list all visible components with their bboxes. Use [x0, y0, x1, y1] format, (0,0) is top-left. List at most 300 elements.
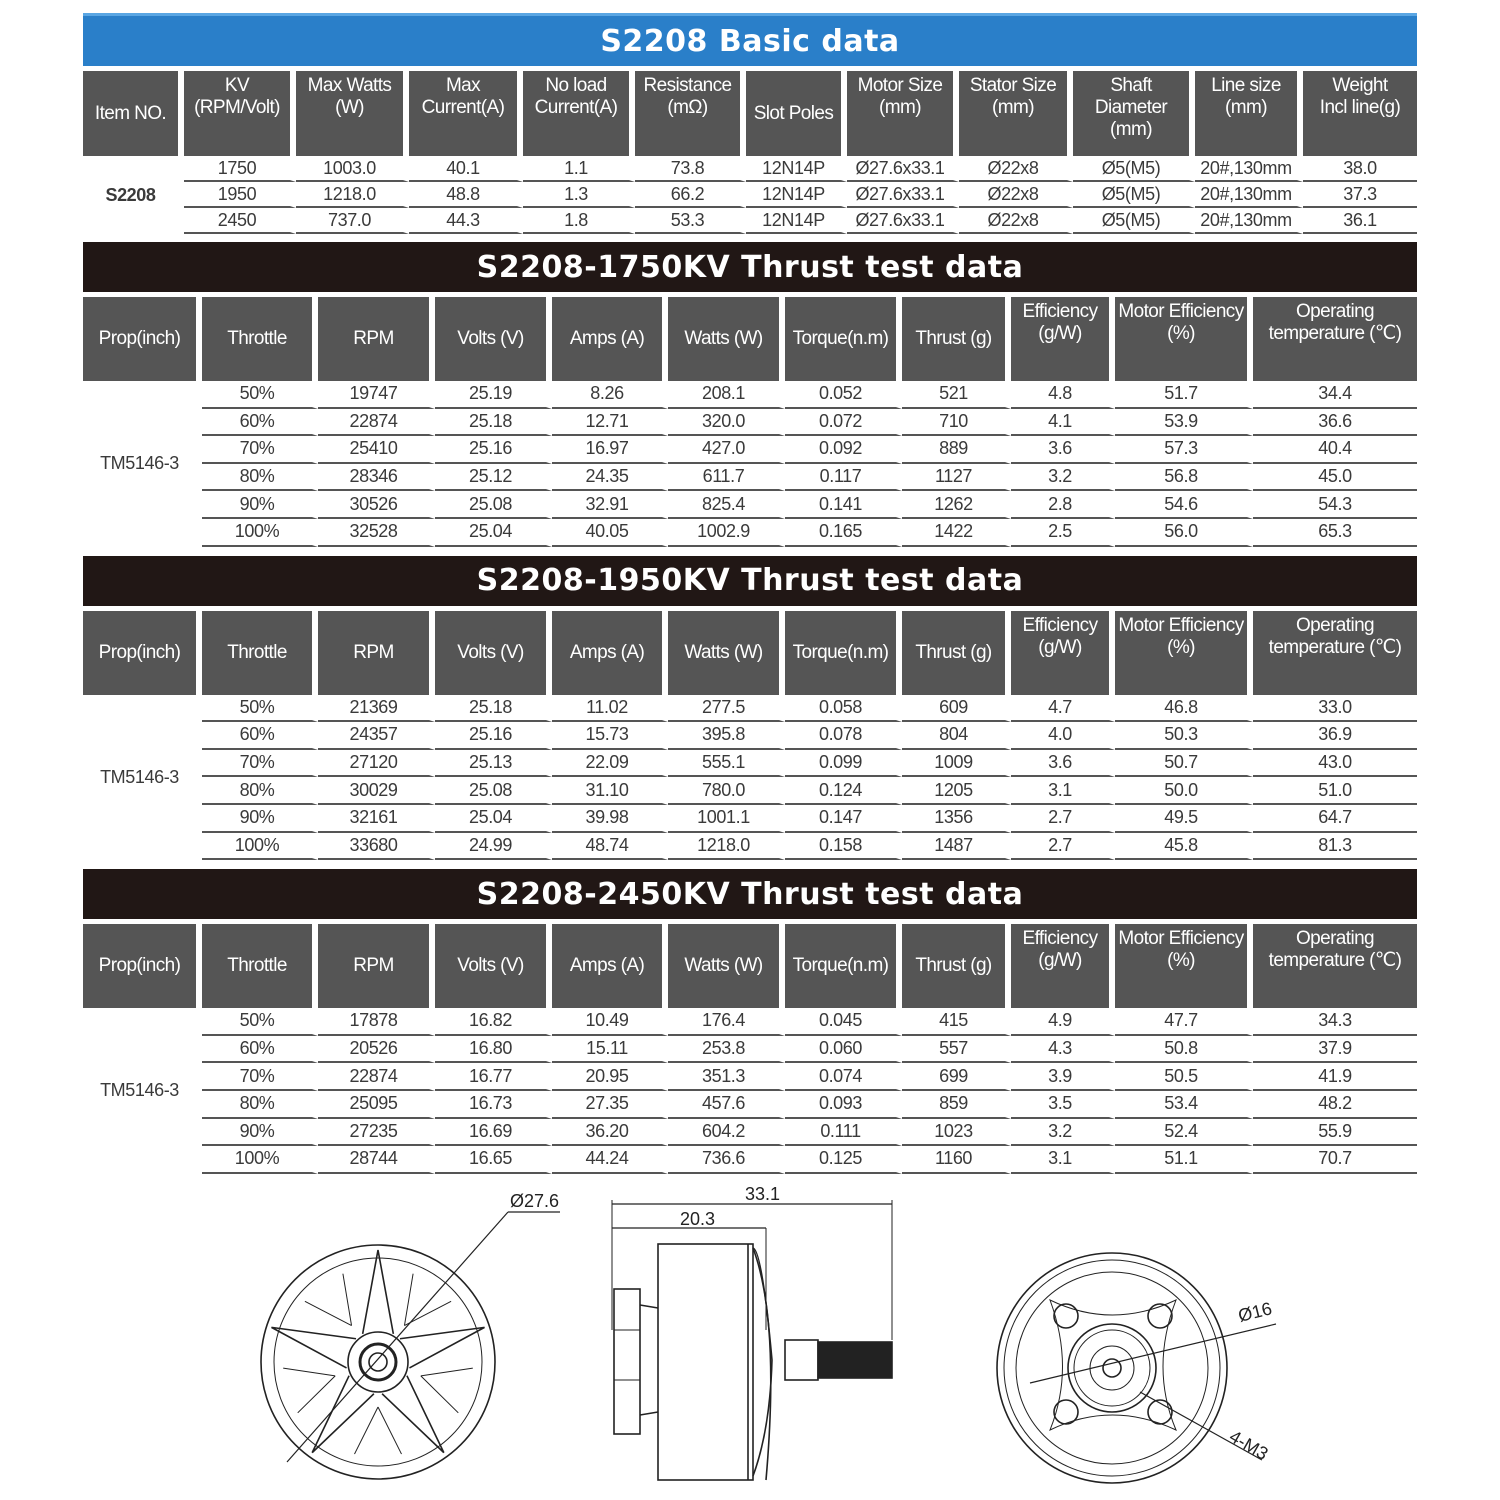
basic-header-7 — [847, 66, 959, 156]
header-text: Prop(inch) — [98, 641, 181, 663]
thrust-cell: 100% — [202, 833, 318, 861]
thrust-cell: 50.0 — [1115, 777, 1253, 805]
header-text: Efficiency — [1022, 928, 1098, 950]
prop-name: TM5146-3 — [83, 1008, 202, 1174]
thrust-cell: 60% — [202, 722, 318, 750]
thrust-cell: 45.8 — [1115, 833, 1253, 861]
basic-header-0 — [83, 66, 184, 156]
basic-cell: 1750 — [184, 156, 296, 182]
header-text: Item NO. — [94, 102, 167, 124]
thrust-cell: 0.125 — [785, 1146, 902, 1174]
thrust-cell: 25.08 — [435, 491, 552, 519]
header-text: Operating — [1295, 928, 1375, 950]
thrust-cell: 11.02 — [552, 695, 668, 723]
thrust-cell: 825.4 — [668, 491, 785, 519]
spoke — [382, 1376, 444, 1453]
header-text: Amps (A) — [569, 641, 645, 663]
thrust-cell: 8.26 — [552, 381, 668, 409]
thrust-cell: 53.9 — [1115, 409, 1253, 437]
thrust1-header-9 — [1115, 606, 1253, 695]
thrust2-header-3 — [435, 919, 552, 1008]
thrust-cell: 4.7 — [1011, 695, 1115, 723]
header-text: (mΩ) — [667, 97, 708, 118]
thrust-cell: 3.2 — [1011, 1119, 1115, 1147]
basic-data-title: S2208 Basic data — [83, 13, 1417, 66]
thrust-cell: 25.13 — [435, 750, 552, 778]
thrust-cell: 33.0 — [1253, 695, 1417, 723]
thrust-cell: 33680 — [318, 833, 435, 861]
side-total-length-label: 33.1 — [745, 1184, 781, 1204]
basic-cell: 48.8 — [409, 182, 523, 208]
thrust-cell: 427.0 — [668, 436, 785, 464]
header-text: temperature (℃) — [1268, 950, 1402, 972]
thrust2-header-9 — [1115, 919, 1253, 1008]
header-text: (g/W) — [1038, 323, 1082, 344]
thrust-cell: 25410 — [318, 436, 435, 464]
thrust-cell: 0.045 — [785, 1008, 902, 1036]
thrust-cell: 0.117 — [785, 464, 902, 492]
thrust-cell: 1023 — [902, 1119, 1011, 1147]
thrust-row — [83, 1008, 1417, 1036]
thrust2-header-8 — [1011, 919, 1115, 1008]
thrust-cell: 54.3 — [1253, 491, 1417, 519]
header-text: Prop(inch) — [98, 955, 181, 977]
header-text: Amps (A) — [569, 955, 645, 977]
basic-cell: Ø27.6x33.1 — [847, 208, 959, 234]
thrust-cell: 3.1 — [1011, 1146, 1115, 1174]
thrust-cell: 30029 — [318, 777, 435, 805]
header-text: Motor Efficiency — [1118, 928, 1244, 950]
thrust-cell: 50.5 — [1115, 1063, 1253, 1091]
thrust-cell: 15.11 — [552, 1036, 668, 1064]
header-text: (g/W) — [1038, 636, 1082, 658]
thrust-cell: 457.6 — [668, 1091, 785, 1119]
header-text: temperature (℃) — [1268, 636, 1402, 658]
thrust-cell: 36.6 — [1253, 409, 1417, 437]
thrust-cell: 27235 — [318, 1119, 435, 1147]
thrust-cell: 50% — [202, 381, 318, 409]
thrust-cell: 1218.0 — [668, 833, 785, 861]
thrust0-header-5 — [668, 292, 785, 381]
spoke — [363, 1250, 394, 1334]
basic-cell: 1003.0 — [296, 156, 409, 182]
thrust-cell: 80% — [202, 1091, 318, 1119]
thrust-cell: 25095 — [318, 1091, 435, 1119]
thrust-cell: 57.3 — [1115, 436, 1253, 464]
thrust-cell: 521 — [902, 381, 1011, 409]
thrust-cell: 28346 — [318, 464, 435, 492]
header-text: Max Watts — [307, 75, 392, 96]
header-text: Operating — [1295, 301, 1375, 322]
thrust-cell: 208.1 — [668, 381, 785, 409]
header-text: Prop(inch) — [98, 328, 181, 349]
thrust2-header-5 — [668, 919, 785, 1008]
thrust-cell: 15.73 — [552, 722, 668, 750]
thrust-cell: 2.8 — [1011, 491, 1115, 519]
header-text: Shaft Diameter — [1094, 75, 1168, 118]
thrust-cell: 609 — [902, 695, 1011, 723]
thrust0-header-8 — [1011, 292, 1115, 381]
basic-header-9 — [1073, 66, 1195, 156]
header-text: (mm) — [992, 97, 1034, 118]
front-diameter-label: Ø27.6 — [510, 1191, 560, 1211]
header-text: Torque(n.m) — [792, 328, 889, 349]
header-text: (%) — [1167, 323, 1195, 344]
thrust-row — [83, 722, 1417, 750]
basic-cell: Ø5(M5) — [1073, 208, 1195, 234]
basic-cell: 12N14P — [746, 182, 847, 208]
prop-name: TM5146-3 — [83, 695, 202, 861]
basic-cell: Ø22x8 — [959, 208, 1073, 234]
thrust-row — [83, 1119, 1417, 1147]
header-text: Weight — [1332, 75, 1388, 96]
item-number: S2208 — [83, 156, 184, 234]
thrust-cell: 16.77 — [435, 1063, 552, 1091]
basic-cell: 20#,130mm — [1195, 156, 1303, 182]
vent — [421, 1368, 473, 1413]
basic-data-table — [83, 66, 1417, 234]
thrust-row — [83, 1063, 1417, 1091]
thrust-cell: 90% — [202, 1119, 318, 1147]
header-text: Thrust (g) — [915, 328, 992, 349]
thrust1-header-5 — [668, 606, 785, 695]
header-text: (RPM/Volt) — [194, 97, 280, 118]
thrust-cell: 0.072 — [785, 409, 902, 437]
thrust-cell: 25.04 — [435, 805, 552, 833]
thrust-title-1: S2208-1950KV Thrust test data — [83, 556, 1417, 606]
thrust-row — [83, 750, 1417, 778]
header-text: Torque(n.m) — [792, 955, 889, 977]
thrust-cell: 90% — [202, 491, 318, 519]
basic-header-6 — [746, 66, 847, 156]
thrust-cell: 100% — [202, 1146, 318, 1174]
header-text: Motor Efficiency — [1118, 301, 1244, 322]
header-text: (%) — [1167, 950, 1195, 972]
header-text: Max — [445, 75, 481, 96]
thrust-row — [83, 1036, 1417, 1064]
basic-row — [83, 208, 1417, 234]
thrust-cell: 22874 — [318, 409, 435, 437]
thrust-cell: 0.093 — [785, 1091, 902, 1119]
thrust-cell: 25.16 — [435, 722, 552, 750]
header-text: (mm) — [1110, 119, 1152, 140]
thrust-cell: 37.9 — [1253, 1036, 1417, 1064]
thrust-cell: 16.97 — [552, 436, 668, 464]
thrust-cell: 611.7 — [668, 464, 785, 492]
thrust2-header-4 — [552, 919, 668, 1008]
thrust-cell: 48.74 — [552, 833, 668, 861]
thrust-cell: 27.35 — [552, 1091, 668, 1119]
thrust-cell: 25.16 — [435, 436, 552, 464]
thrust-cell: 16.69 — [435, 1119, 552, 1147]
thrust-cell: 3.5 — [1011, 1091, 1115, 1119]
thrust-cell: 0.111 — [785, 1119, 902, 1147]
thrust-cell: 51.0 — [1253, 777, 1417, 805]
basic-cell: 1218.0 — [296, 182, 409, 208]
thrust0-header-2 — [318, 292, 435, 381]
thrust-cell: 415 — [902, 1008, 1011, 1036]
header-text: Watts (W) — [684, 328, 763, 349]
thrust-cell: 25.19 — [435, 381, 552, 409]
thrust-cell: 3.9 — [1011, 1063, 1115, 1091]
thrust-cell: 56.8 — [1115, 464, 1253, 492]
thrust0-header-6 — [785, 292, 902, 381]
thrust-cell: 51.7 — [1115, 381, 1253, 409]
thrust-cell: 31.10 — [552, 777, 668, 805]
thrust-cell: 25.12 — [435, 464, 552, 492]
header-text: Operating — [1295, 614, 1375, 636]
thrust-cell: 48.2 — [1253, 1091, 1417, 1119]
header-text: Current(A) — [421, 97, 505, 118]
thrust-cell: 0.060 — [785, 1036, 902, 1064]
header-text: Amps (A) — [569, 328, 645, 349]
thrust-cell: 40.05 — [552, 519, 668, 547]
thrust-row — [83, 519, 1417, 547]
basic-header-1 — [184, 66, 296, 156]
basic-header-4 — [523, 66, 635, 156]
thrust2-header-6 — [785, 919, 902, 1008]
header-text: Resistance — [643, 75, 732, 96]
thrust-cell: 50% — [202, 695, 318, 723]
thrust-cell: 1160 — [902, 1146, 1011, 1174]
header-text: Volts (V) — [457, 955, 524, 977]
header-text: Motor Efficiency — [1118, 614, 1244, 636]
thrust-cell: 24.99 — [435, 833, 552, 861]
basic-header-2 — [296, 66, 409, 156]
thrust2-header-0 — [83, 919, 202, 1008]
header-text: Volts (V) — [457, 328, 524, 349]
basic-cell: Ø22x8 — [959, 156, 1073, 182]
thrust-cell: 736.6 — [668, 1146, 785, 1174]
spoke — [312, 1376, 374, 1453]
thrust1-header-4 — [552, 606, 668, 695]
thrust-row — [83, 1091, 1417, 1119]
thrust-cell: 699 — [902, 1063, 1011, 1091]
vent — [354, 1407, 401, 1454]
thrust-cell: 19747 — [318, 381, 435, 409]
thrust-cell: 36.20 — [552, 1119, 668, 1147]
header-text: Throttle — [227, 328, 287, 349]
thrust-cell: 4.9 — [1011, 1008, 1115, 1036]
thrust-cell: 81.3 — [1253, 833, 1417, 861]
thrust-cell: 50.3 — [1115, 722, 1253, 750]
thrust-cell: 1001.1 — [668, 805, 785, 833]
thrust-cell: 0.074 — [785, 1063, 902, 1091]
thrust-cell: 53.4 — [1115, 1091, 1253, 1119]
thrust-cell: 30526 — [318, 491, 435, 519]
basic-cell: Ø27.6x33.1 — [847, 156, 959, 182]
thrust2-header-7 — [902, 919, 1011, 1008]
thrust-row — [83, 381, 1417, 409]
prop-name: TM5146-3 — [83, 381, 202, 547]
thrust-cell: 1002.9 — [668, 519, 785, 547]
thrust1-header-0 — [83, 606, 202, 695]
motor-side-view — [612, 1200, 892, 1480]
thrust-cell: 395.8 — [668, 722, 785, 750]
thrust-cell: 36.9 — [1253, 722, 1417, 750]
thrust-cell: 1205 — [902, 777, 1011, 805]
back-diameter-label: Ø16 — [1236, 1298, 1274, 1326]
header-text: Thrust (g) — [915, 955, 992, 977]
thrust-cell: 80% — [202, 464, 318, 492]
thrust-cell: 0.058 — [785, 695, 902, 723]
thrust-cell: 1422 — [902, 519, 1011, 547]
basic-cell: 40.1 — [409, 156, 523, 182]
thrust-cell: 40.4 — [1253, 436, 1417, 464]
header-text: Line size — [1211, 75, 1281, 96]
thrust-cell: 710 — [902, 409, 1011, 437]
thrust-cell: 46.8 — [1115, 695, 1253, 723]
thrust-cell: 3.1 — [1011, 777, 1115, 805]
header-text: (g/W) — [1038, 950, 1082, 972]
basic-cell: 737.0 — [296, 208, 409, 234]
thrust-cell: 1356 — [902, 805, 1011, 833]
basic-header-10 — [1195, 66, 1303, 156]
thrust-cell: 4.1 — [1011, 409, 1115, 437]
header-text: Volts (V) — [457, 641, 524, 663]
thrust-cell: 25.18 — [435, 695, 552, 723]
thrust-cell: 4.0 — [1011, 722, 1115, 750]
thrust-cell: 70% — [202, 750, 318, 778]
thrust-cell: 0.165 — [785, 519, 902, 547]
thrust2-header-2 — [318, 919, 435, 1008]
thrust-cell: 70% — [202, 1063, 318, 1091]
thrust-cell: 60% — [202, 1036, 318, 1064]
thrust-row — [83, 464, 1417, 492]
header-text: Throttle — [227, 955, 287, 977]
thrust-row — [83, 833, 1417, 861]
basic-cell: 20#,130mm — [1195, 182, 1303, 208]
header-text: (mm) — [879, 97, 921, 118]
thrust-cell: 34.4 — [1253, 381, 1417, 409]
basic-cell: 53.3 — [635, 208, 746, 234]
thrust-cell: 51.1 — [1115, 1146, 1253, 1174]
basic-cell: 38.0 — [1303, 156, 1417, 182]
header-text: Watts (W) — [684, 641, 763, 663]
thrust-cell: 24.35 — [552, 464, 668, 492]
thrust-cell: 47.7 — [1115, 1008, 1253, 1036]
thrust-cell: 1262 — [902, 491, 1011, 519]
thrust1-header-2 — [318, 606, 435, 695]
thrust-cell: 22874 — [318, 1063, 435, 1091]
thrust0-header-1 — [202, 292, 318, 381]
thrust-cell: 20.95 — [552, 1063, 668, 1091]
thrust-cell: 55.9 — [1253, 1119, 1417, 1147]
thrust-cell: 176.4 — [668, 1008, 785, 1036]
thrust-row — [83, 805, 1417, 833]
thrust0-header-10 — [1253, 292, 1417, 381]
thrust0-header-7 — [902, 292, 1011, 381]
header-text: Slot Poles — [753, 102, 834, 124]
thrust0-header-4 — [552, 292, 668, 381]
header-text: Stator Size — [969, 75, 1057, 96]
thrust-cell: 253.8 — [668, 1036, 785, 1064]
thrust-cell: 16.73 — [435, 1091, 552, 1119]
thrust-row — [83, 491, 1417, 519]
basic-cell: 37.3 — [1303, 182, 1417, 208]
basic-cell: Ø5(M5) — [1073, 156, 1195, 182]
thrust-cell: 12.71 — [552, 409, 668, 437]
basic-row — [83, 182, 1417, 208]
thrust-cell: 32161 — [318, 805, 435, 833]
thrust-cell: 70% — [202, 436, 318, 464]
motor-back-view — [997, 1253, 1276, 1483]
thrust1-header-1 — [202, 606, 318, 695]
thrust-cell: 10.49 — [552, 1008, 668, 1036]
basic-row — [83, 156, 1417, 182]
thrust-row — [83, 695, 1417, 723]
thrust-cell: 1487 — [902, 833, 1011, 861]
thrust-cell: 50.8 — [1115, 1036, 1253, 1064]
thrust-cell: 25.18 — [435, 409, 552, 437]
thrust-cell: 0.158 — [785, 833, 902, 861]
thrust-cell: 780.0 — [668, 777, 785, 805]
thrust0-header-9 — [1115, 292, 1253, 381]
thrust-cell: 32.91 — [552, 491, 668, 519]
thrust-cell: 70.7 — [1253, 1146, 1417, 1174]
basic-cell: 2450 — [184, 208, 296, 234]
thrust-cell: 32528 — [318, 519, 435, 547]
thrust-cell: 20526 — [318, 1036, 435, 1064]
header-text: Throttle — [227, 641, 287, 663]
thrust-cell: 50% — [202, 1008, 318, 1036]
thrust1-header-8 — [1011, 606, 1115, 695]
header-text: Thrust (g) — [915, 641, 992, 663]
basic-cell: 1.1 — [523, 156, 635, 182]
thrust-cell: 56.0 — [1115, 519, 1253, 547]
thrust-cell: 65.3 — [1253, 519, 1417, 547]
thrust-cell: 45.0 — [1253, 464, 1417, 492]
basic-cell: 1950 — [184, 182, 296, 208]
basic-cell: 44.3 — [409, 208, 523, 234]
header-text: Incl line(g) — [1319, 97, 1401, 118]
thrust-row — [83, 436, 1417, 464]
vent — [283, 1368, 335, 1413]
thrust-cell: 3.6 — [1011, 750, 1115, 778]
header-text: Current(A) — [534, 97, 618, 118]
thrust-cell: 16.80 — [435, 1036, 552, 1064]
thrust-cell: 0.147 — [785, 805, 902, 833]
thrust-row — [83, 1146, 1417, 1174]
header-text: Torque(n.m) — [792, 641, 889, 663]
header-text: RPM — [353, 641, 394, 663]
thrust-cell: 0.052 — [785, 381, 902, 409]
basic-header-11 — [1303, 66, 1417, 156]
thrust-cell: 16.82 — [435, 1008, 552, 1036]
header-text: No load — [545, 75, 607, 96]
thrust-cell: 60% — [202, 409, 318, 437]
thrust-cell: 804 — [902, 722, 1011, 750]
thrust0-header-3 — [435, 292, 552, 381]
thrust-cell: 4.8 — [1011, 381, 1115, 409]
header-text: KV — [224, 75, 250, 96]
thrust-cell: 52.4 — [1115, 1119, 1253, 1147]
motor-front-view — [261, 1212, 560, 1479]
thrust-cell: 100% — [202, 519, 318, 547]
thrust-cell: 21369 — [318, 695, 435, 723]
basic-cell: Ø27.6x33.1 — [847, 182, 959, 208]
thrust-cell: 50.7 — [1115, 750, 1253, 778]
thrust-cell: 2.7 — [1011, 833, 1115, 861]
thrust2-header-1 — [202, 919, 318, 1008]
basic-cell: 1.8 — [523, 208, 635, 234]
thrust2-header-10 — [1253, 919, 1417, 1008]
thrust-cell: 351.3 — [668, 1063, 785, 1091]
thrust-cell: 54.6 — [1115, 491, 1253, 519]
thrust-cell: 277.5 — [668, 695, 785, 723]
thrust-cell: 22.09 — [552, 750, 668, 778]
spoke — [400, 1327, 485, 1368]
